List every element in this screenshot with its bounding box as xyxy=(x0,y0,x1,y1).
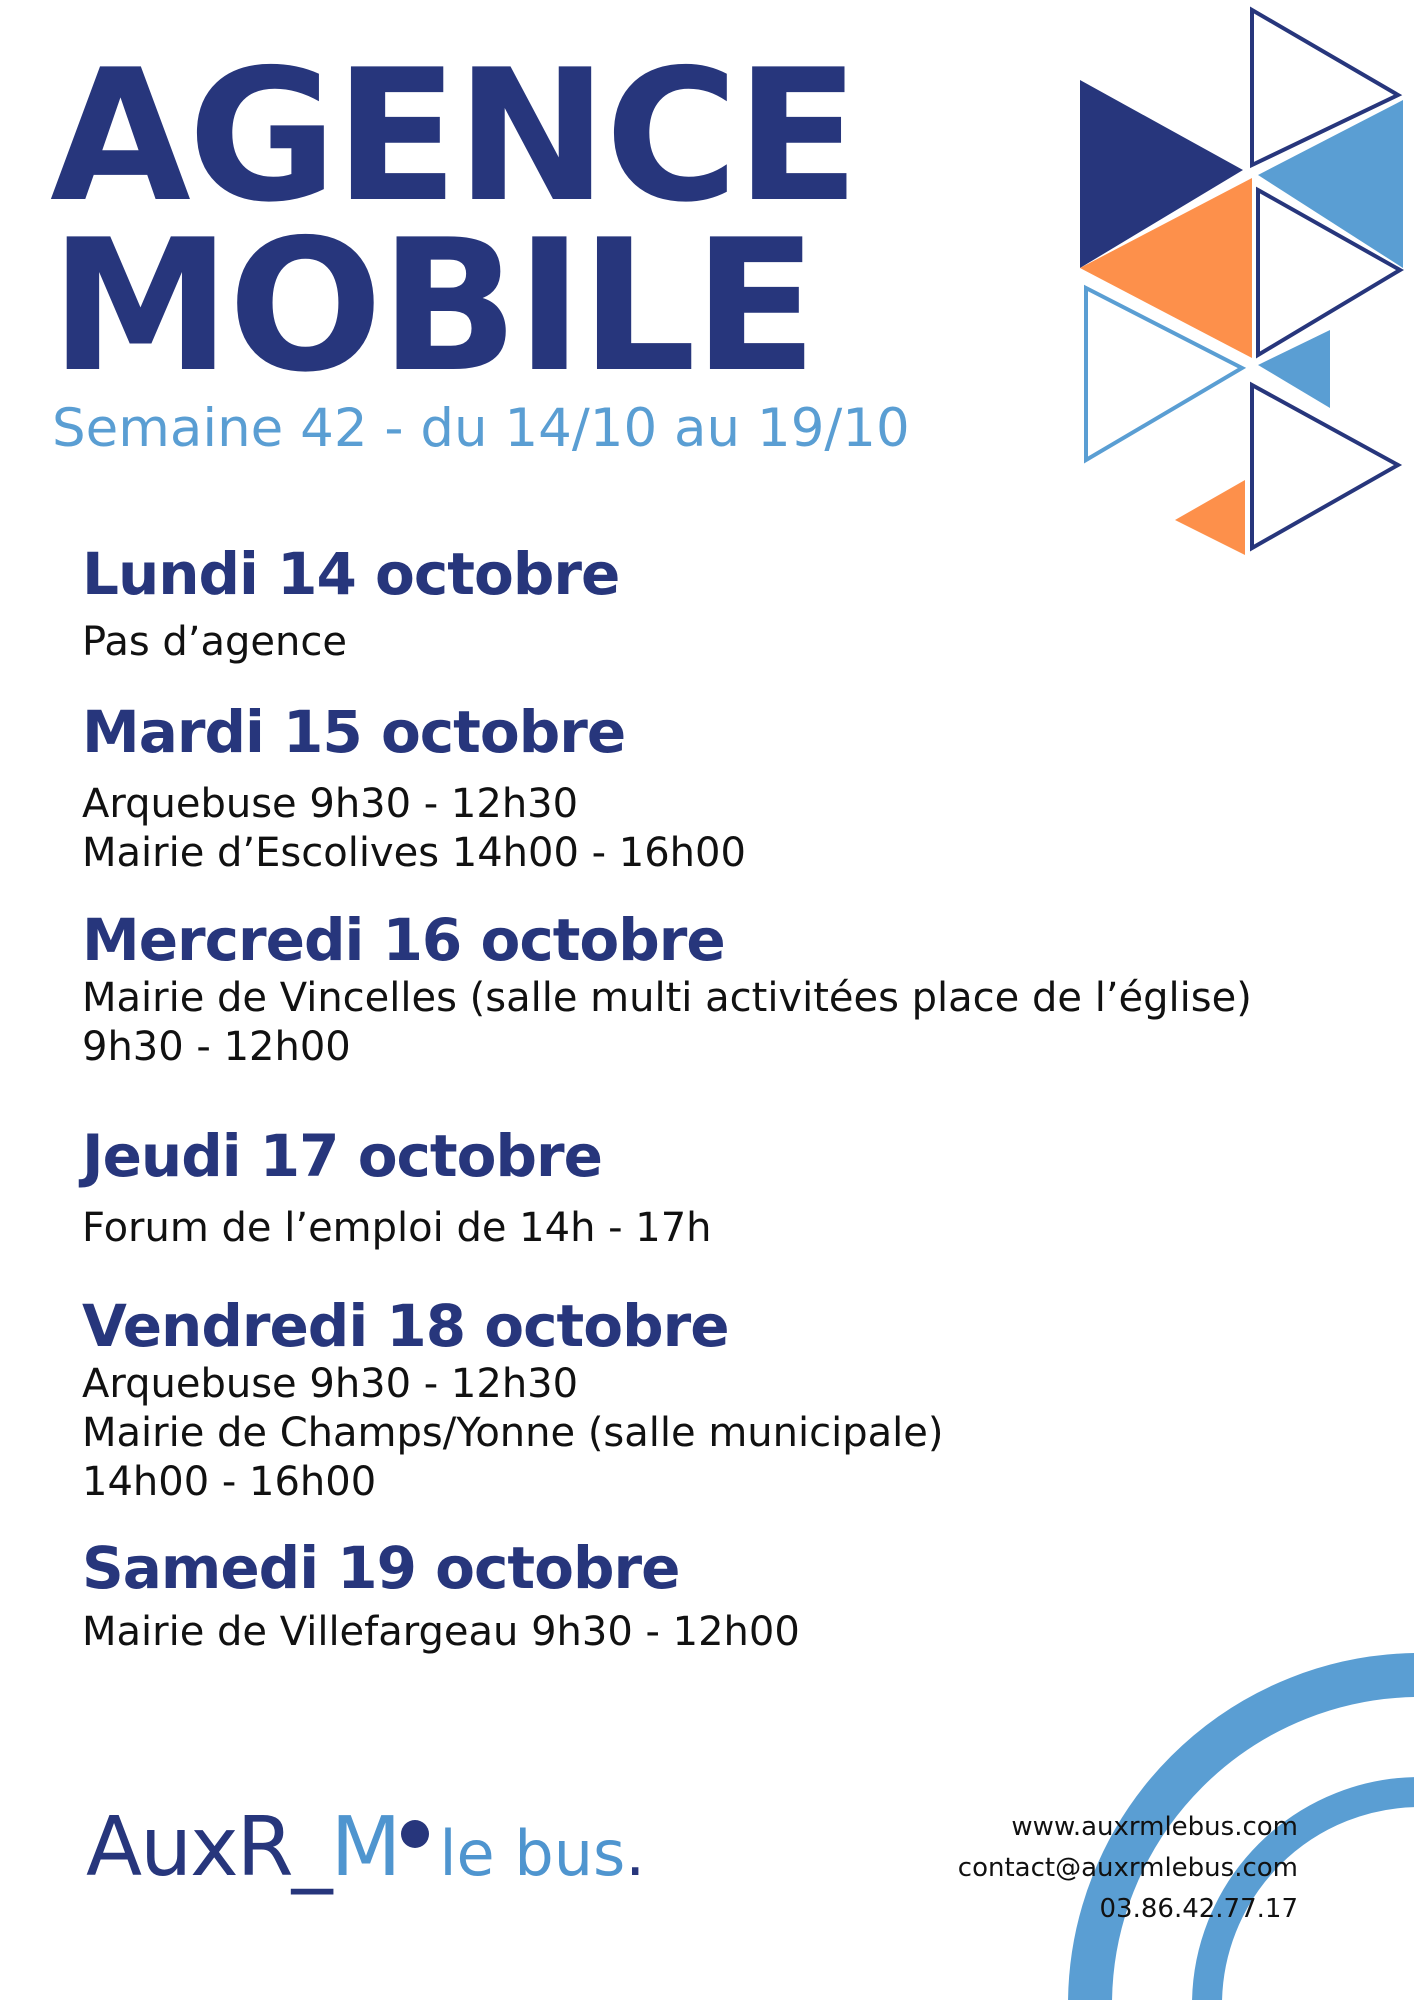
email-link[interactable]: contact@auxrmlebus.com xyxy=(957,1853,1298,1883)
schedule-line: Mairie d’Escolives 14h00 - 16h00 xyxy=(82,830,746,876)
schedule-line: 14h00 - 16h00 xyxy=(82,1459,377,1505)
logo-brand-m: M xyxy=(330,1800,400,1895)
concentric-arcs-graphic xyxy=(1040,1560,1414,2000)
schedule-line: Forum de l’emploi de 14h - 17h xyxy=(82,1205,712,1251)
schedule-line: Arquebuse 9h30 - 12h30 xyxy=(82,781,579,827)
triangle-decoration-graphic xyxy=(1060,0,1414,560)
outline-triangle-bottom xyxy=(1252,385,1398,548)
day-heading: Samedi 19 octobre xyxy=(82,1534,680,1602)
auxrm-logo xyxy=(86,1800,645,1895)
day-heading: Mercredi 16 octobre xyxy=(82,906,725,974)
schedule-line: Mairie de Champs/Yonne (salle municipale) xyxy=(82,1410,944,1456)
day-friday xyxy=(82,1292,1322,1507)
day-monday xyxy=(82,540,1322,667)
logo-tagline-dot: . xyxy=(625,1817,646,1890)
subtitle-week: Semaine 42 - du 14/10 au 19/10 xyxy=(52,398,910,459)
day-heading: Lundi 14 octobre xyxy=(82,540,620,608)
logo-dot-icon xyxy=(401,1820,429,1848)
day-heading: Jeudi 17 octobre xyxy=(82,1122,602,1190)
day-wednesday xyxy=(82,906,1322,1072)
title-line-2: MOBILE xyxy=(50,200,815,412)
schedule-line: 9h30 - 12h00 xyxy=(82,1024,351,1070)
schedule-line: Mairie de Villefargeau 9h30 - 12h00 xyxy=(82,1609,800,1655)
phone-number: 03.86.42.77.17 xyxy=(1099,1894,1298,1924)
title-line-1: AGENCE xyxy=(50,30,857,242)
website-link[interactable]: www.auxrmlebus.com xyxy=(1011,1812,1298,1842)
day-thursday xyxy=(82,1122,1322,1253)
schedule-line: Mairie de Vincelles (salle multi activitées place de l’église) xyxy=(82,975,1252,1021)
logo-brand-text: AuxR_ xyxy=(86,1800,331,1895)
contact-block xyxy=(958,1807,1298,1930)
schedule-line: Pas d’agence xyxy=(82,619,347,665)
logo-tagline: le bus xyxy=(439,1817,626,1890)
day-heading: Mardi 15 octobre xyxy=(82,698,626,766)
schedule-line: Arquebuse 9h30 - 12h30 xyxy=(82,1361,579,1407)
day-heading: Vendredi 18 octobre xyxy=(82,1292,729,1360)
day-tuesday xyxy=(82,698,1322,878)
